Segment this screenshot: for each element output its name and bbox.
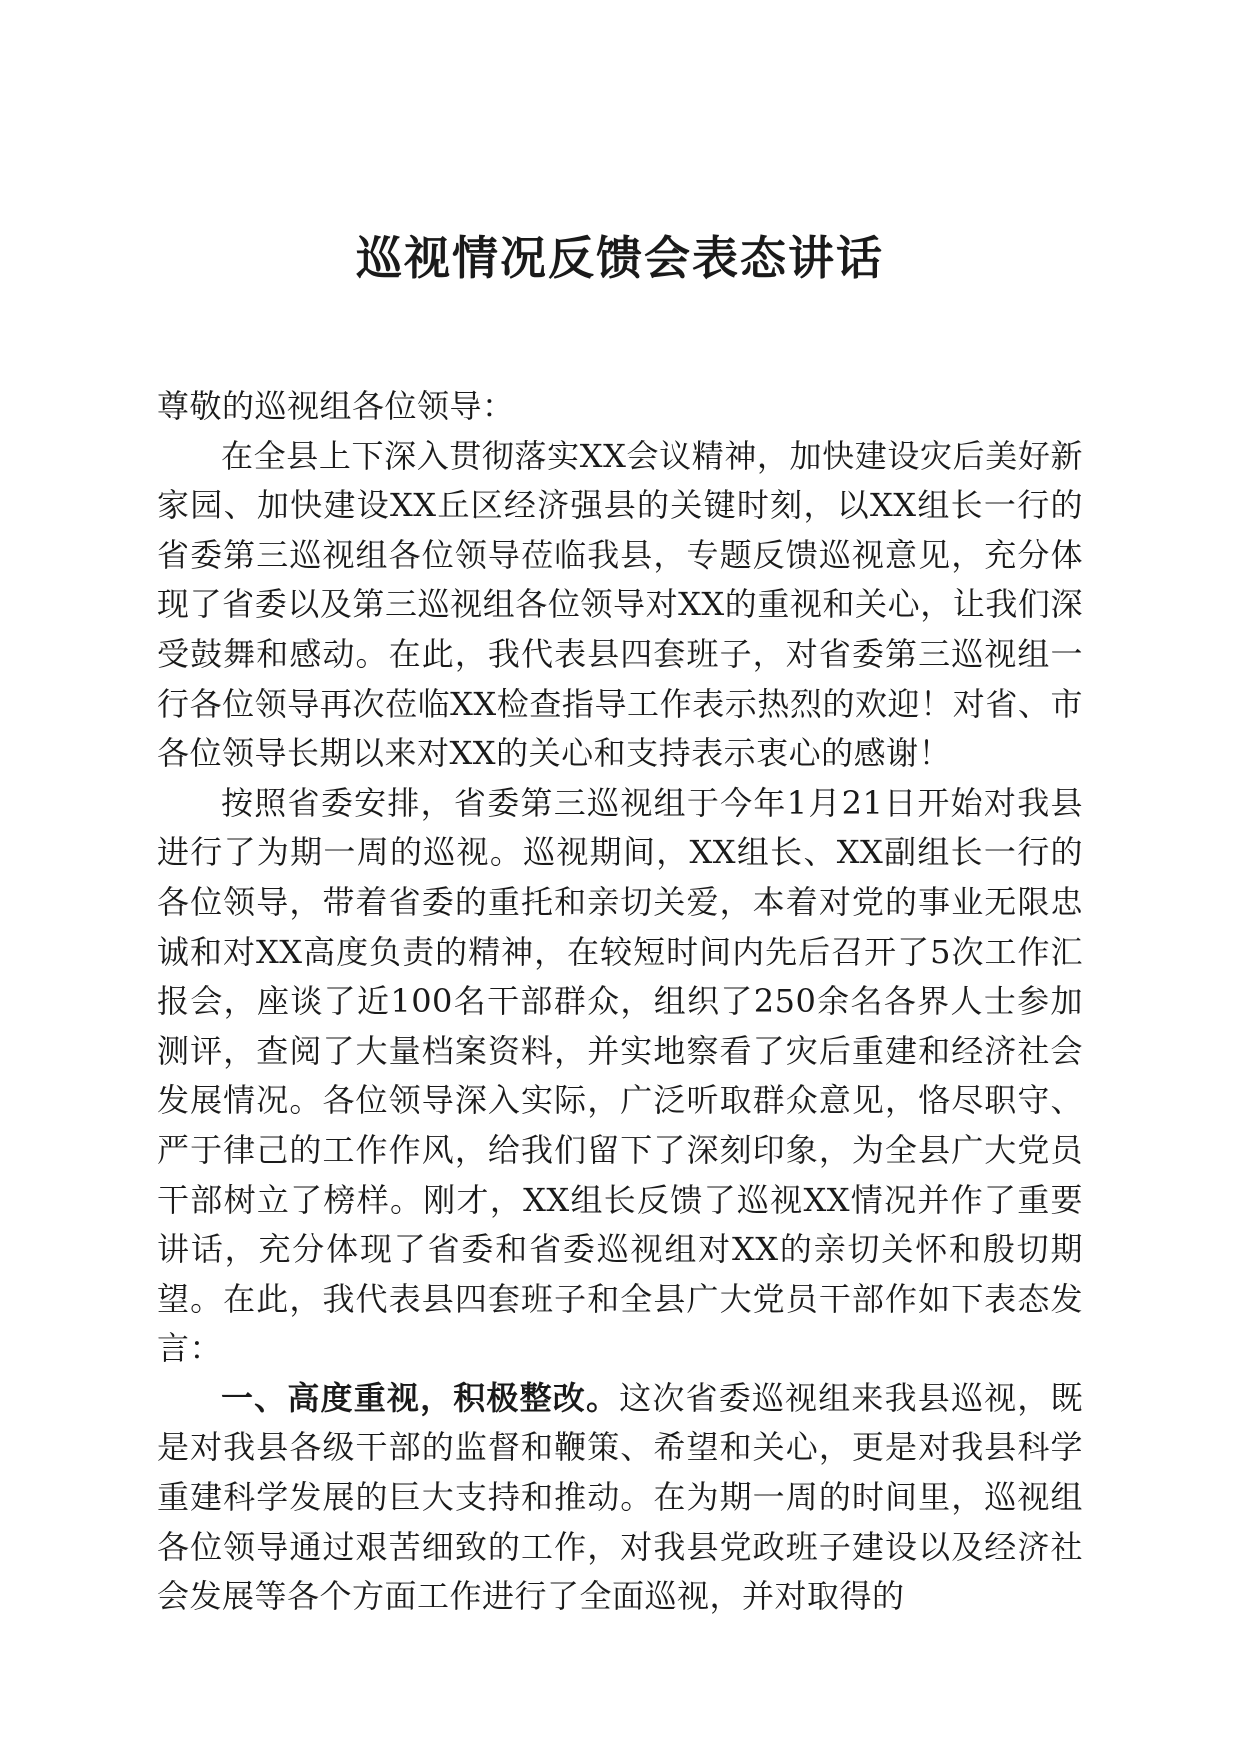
document-body xyxy=(157,382,1083,1622)
document-title: 巡视情况反馈会表态讲话 xyxy=(356,231,884,285)
paragraph-1: 在全县上下深入贯彻落实XX会议精神，加快建设灾后美好新家园、加快建设XX丘区经济强县的关键时刻，以XX组长一行的省委第三巡视组各位领导莅临我县，专题反馈巡视意见，充分体现了省委以及第三巡视组各位领导对XX的重视和关心，让我们深受鼓舞和感动。在此，我代表县四套班子，对省委第三巡视组一行各位领导再次莅临XX检查指导工作表示热烈的欢迎！对省、市各位领导长期以来对XX的关心和支持表示衷心的感谢！ xyxy=(157,436,1083,773)
salutation: 尊敬的巡视组各位领导： xyxy=(157,387,515,425)
section-1-paragraph xyxy=(157,1374,1083,1622)
section-1-heading: 一、高度重视，积极整改。 xyxy=(221,1378,620,1417)
section-1-text: 这次省委巡视组来我县巡视，既是对我县各级干部的监督和鞭策、希望和关心，更是对我县科学重建科学发展的巨大支持和推动。在为期一周的时间里，巡视组各位领导通过艰苦细致的工作，对我县党政班子建设以及经济社会发展等各个方面工作进行了全面巡视，并对取得的 xyxy=(157,1378,1083,1616)
paragraph-2: 按照省委安排，省委第三巡视组于今年1月21日开始对我县进行了为期一周的巡视。巡视期间，XX组长、XX副组长一行的各位领导，带着省委的重托和亲切关爱，本着对党的事业无限忠诚和对XX高度负责的精神，在较短时间内先后召开了5次工作汇报会，座谈了近100名干部群众，组织了250余名各界人士参加测评，查阅了大量档案资料，并实地察看了灾后重建和经济社会发展情况。各位领导深入实际，广泛听取群众意见，恪尽职守、严于律己的工作作风，给我们留下了深刻印象，为全县广大党员干部树立了榜样。刚才，XX组长反馈了巡视XX情况并作了重要讲话，充分体现了省委和省委巡视组对XX的亲切关怀和殷切期望。在此，我代表县四套班子和全县广大党员干部作如下表态发言： xyxy=(157,783,1083,1368)
